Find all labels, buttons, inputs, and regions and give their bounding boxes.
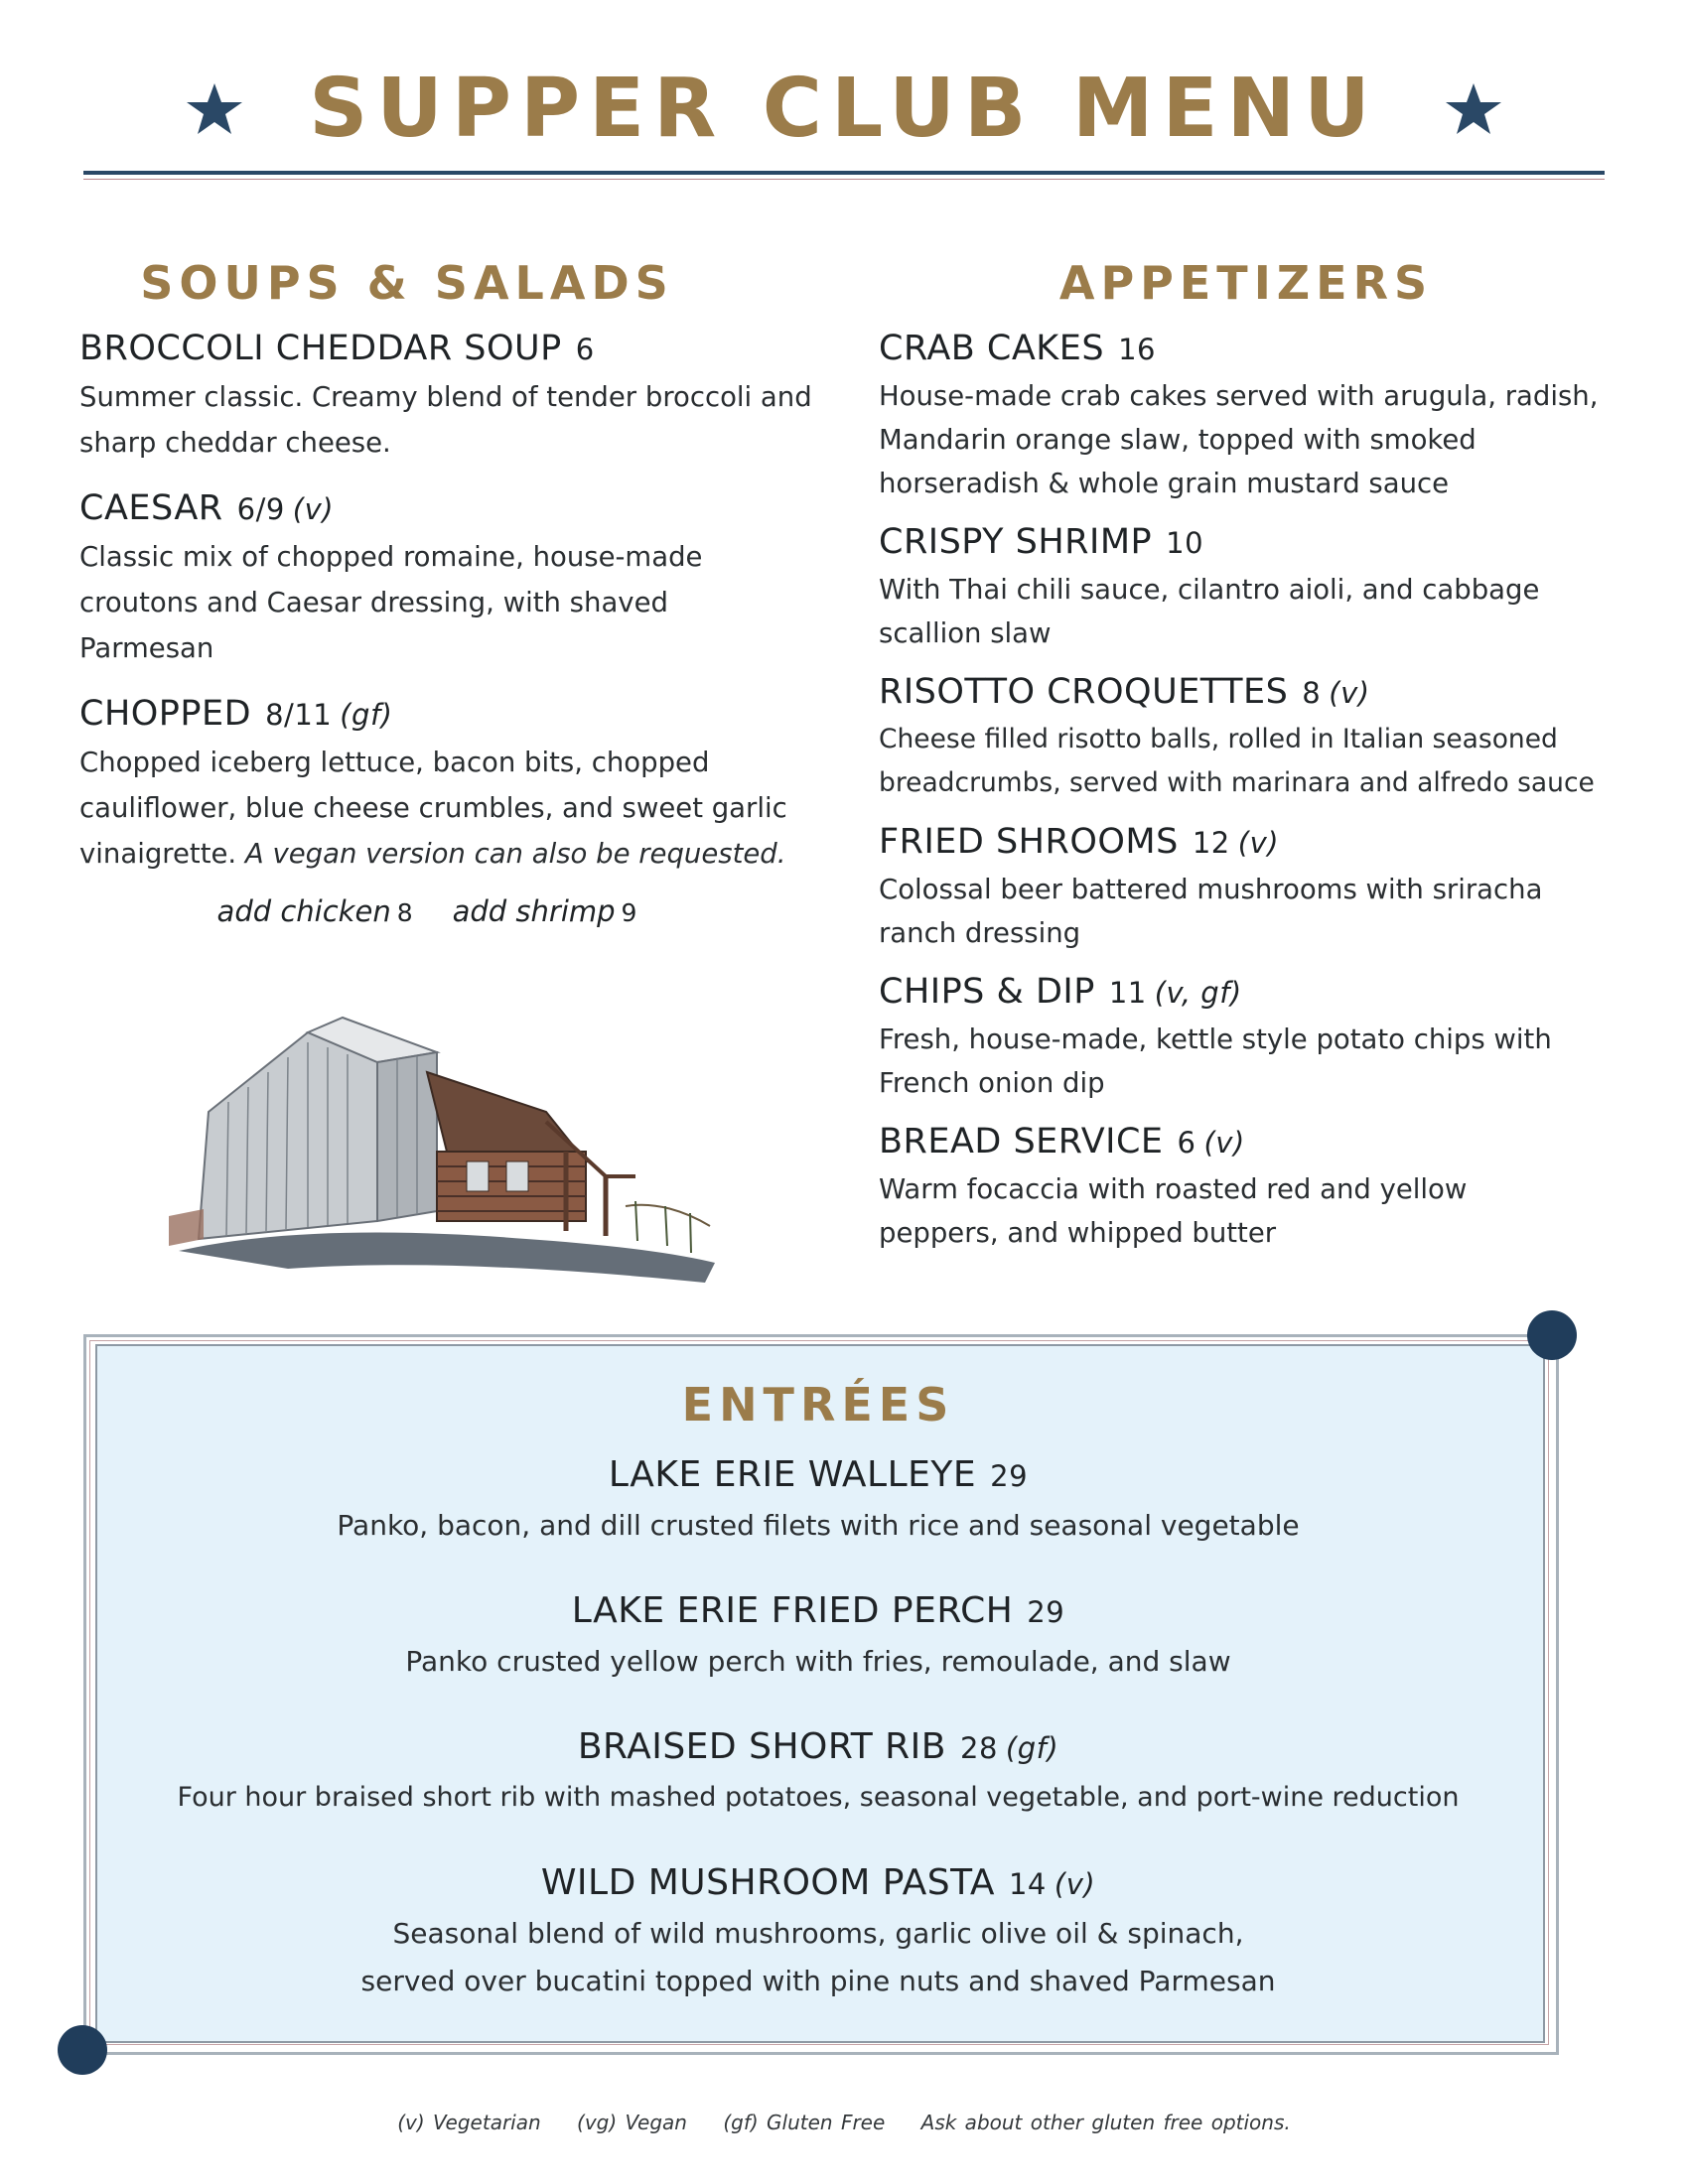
item-name: LAKE ERIE FRIED PERCH — [571, 1590, 1014, 1631]
item-price: 8/11 — [265, 698, 333, 732]
header-rule-accent — [83, 179, 1605, 180]
item-price: 6/9 — [236, 492, 285, 526]
item-description: Colossal beer battered mushrooms with sriracha ranch dressing — [879, 874, 1543, 949]
menu-item — [879, 1117, 1618, 1255]
item-price: 12 — [1192, 826, 1230, 860]
item-price: 10 — [1166, 526, 1204, 560]
menu-item — [879, 517, 1618, 655]
item-price: 6 — [575, 333, 595, 366]
item-name-line — [95, 1857, 1541, 1910]
item-name: RISOTTO CROQUETTES — [879, 672, 1289, 712]
menu-item — [879, 667, 1618, 805]
item-name: CHIPS & DIP — [879, 972, 1095, 1012]
dietary-legend — [0, 2111, 1688, 2134]
item-name: LAKE ERIE WALLEYE — [608, 1454, 977, 1495]
item-name-line — [79, 689, 814, 740]
item-name-line — [879, 324, 1618, 374]
item-description: Summer classic. Creamy blend of tender broccoli and sharp cheddar cheese. — [79, 381, 812, 459]
appetizers-heading: APPETIZERS — [1058, 256, 1434, 310]
item-name: CRAB CAKES — [879, 329, 1105, 368]
item-diet-tag: (v, gf) — [1154, 976, 1242, 1010]
header-rule — [83, 171, 1605, 175]
item-description: Panko, bacon, and dill crusted filets with rice and seasonal vegetable — [337, 1509, 1300, 1542]
legend-vegetarian: (v) Vegetarian — [397, 2111, 541, 2134]
item-description-line-2: served over bucatini topped with pine nuts and shaved Parmesan — [360, 1965, 1276, 1997]
item-price: 16 — [1118, 333, 1156, 366]
item-description: Seasonal blend of wild mushrooms, garlic olive oil & spinach, — [392, 1917, 1244, 1950]
item-name-line — [879, 817, 1618, 868]
item-diet-tag: (v) — [1203, 1126, 1245, 1160]
item-name-line — [79, 483, 814, 534]
item-description: Fresh, house-made, kettle style potato chips with French onion dip — [879, 1024, 1552, 1099]
legend-gluten-free: (gf) Gluten Free — [723, 2111, 886, 2134]
legend-vegan: (vg) Vegan — [577, 2111, 687, 2134]
item-price: 28 — [960, 1731, 998, 1765]
item-diet-tag: (v) — [1237, 826, 1280, 860]
item-description: Classic mix of chopped romaine, house-made croutons and Caesar dressing, with shaved Parmesan — [79, 541, 703, 664]
addon-label: add shrimp — [452, 894, 616, 928]
soups-salads-heading: SOUPS & SALADS — [140, 256, 674, 310]
menu-item — [95, 1857, 1541, 2005]
item-price: 29 — [1027, 1595, 1065, 1629]
star-icon — [1444, 81, 1503, 137]
item-diet-tag: (gf) — [340, 698, 393, 732]
item-price: 14 — [1008, 1867, 1047, 1901]
item-name-line — [879, 1117, 1618, 1167]
item-name: CHOPPED — [79, 694, 252, 734]
item-price: 11 — [1108, 976, 1147, 1010]
item-name-line — [879, 967, 1618, 1018]
menu-item — [879, 967, 1618, 1105]
item-name: BROCCOLI CHEDDAR SOUP — [79, 329, 562, 368]
item-name-line — [95, 1449, 1541, 1502]
item-description-note: A vegan version can also be requested. — [244, 838, 786, 870]
legend-note: Ask about other gluten free options. — [920, 2111, 1291, 2134]
item-description: House-made crab cakes served with arugula, radish, Mandarin orange slaw, topped with smoked horseradish & whole grain mustard sauce — [879, 380, 1599, 499]
item-name-line — [95, 1721, 1541, 1774]
item-diet-tag: (v) — [1054, 1867, 1096, 1901]
menu-item — [95, 1721, 1541, 1822]
item-diet-tag: (v) — [1329, 676, 1370, 710]
entrees-list — [95, 1449, 1541, 2041]
item-diet-tag: (v) — [292, 492, 335, 526]
item-description: With Thai chili sauce, cilantro aioli, and cabbage scallion slaw — [879, 574, 1540, 649]
item-name: BREAD SERVICE — [879, 1122, 1164, 1161]
item-name-line — [879, 517, 1618, 568]
item-description — [79, 740, 814, 877]
item-diet-tag: (gf) — [1005, 1731, 1059, 1765]
soups-salads-list — [79, 324, 814, 928]
menu-item — [879, 817, 1618, 955]
entrees-heading: ENTRÉES — [681, 1378, 955, 1432]
appetizers-list — [879, 324, 1618, 1267]
menu-item — [79, 483, 814, 671]
item-name: BRAISED SHORT RIB — [577, 1726, 946, 1767]
item-name: CRISPY SHRIMP — [879, 522, 1153, 562]
corner-dot — [1527, 1310, 1577, 1360]
item-description: Four hour braised short rib with mashed potatoes, seasonal vegetable, and port-wine reduction — [177, 1782, 1460, 1813]
item-price: 8 — [1302, 676, 1322, 710]
addon-price: 8 — [396, 898, 413, 927]
item-description: Cheese filled risotto balls, rolled in Italian seasoned breadcrumbs, served with marinara and alfredo sauce — [879, 724, 1595, 798]
menu-item — [95, 1585, 1541, 1686]
menu-item — [79, 324, 814, 466]
menu-title: SUPPER CLUB MENU — [309, 62, 1379, 156]
item-name-line — [79, 324, 814, 374]
add-ons — [79, 894, 774, 928]
menu-item — [95, 1449, 1541, 1550]
item-price: 29 — [990, 1459, 1029, 1493]
item-name-line — [95, 1585, 1541, 1638]
addon-price: 9 — [621, 898, 637, 927]
item-description: Warm focaccia with roasted red and yellow peppers, and whipped butter — [879, 1173, 1468, 1249]
addon-label: add chicken — [216, 894, 391, 928]
item-description: Panko crusted yellow perch with fries, remoulade, and slaw — [405, 1645, 1231, 1678]
item-name: CAESAR — [79, 488, 223, 528]
menu-item — [879, 324, 1618, 505]
menu-item — [79, 689, 814, 877]
item-name-line — [879, 667, 1618, 718]
building-sketch-image — [169, 1003, 725, 1291]
item-name: WILD MUSHROOM PASTA — [540, 1862, 995, 1903]
item-description-text: Chopped iceberg lettuce, bacon bits, chopped cauliflower, blue cheese crumbles, and sweet garlic vinaigrette. — [79, 747, 787, 870]
item-name: FRIED SHROOMS — [879, 822, 1179, 862]
item-price: 6 — [1177, 1126, 1196, 1160]
